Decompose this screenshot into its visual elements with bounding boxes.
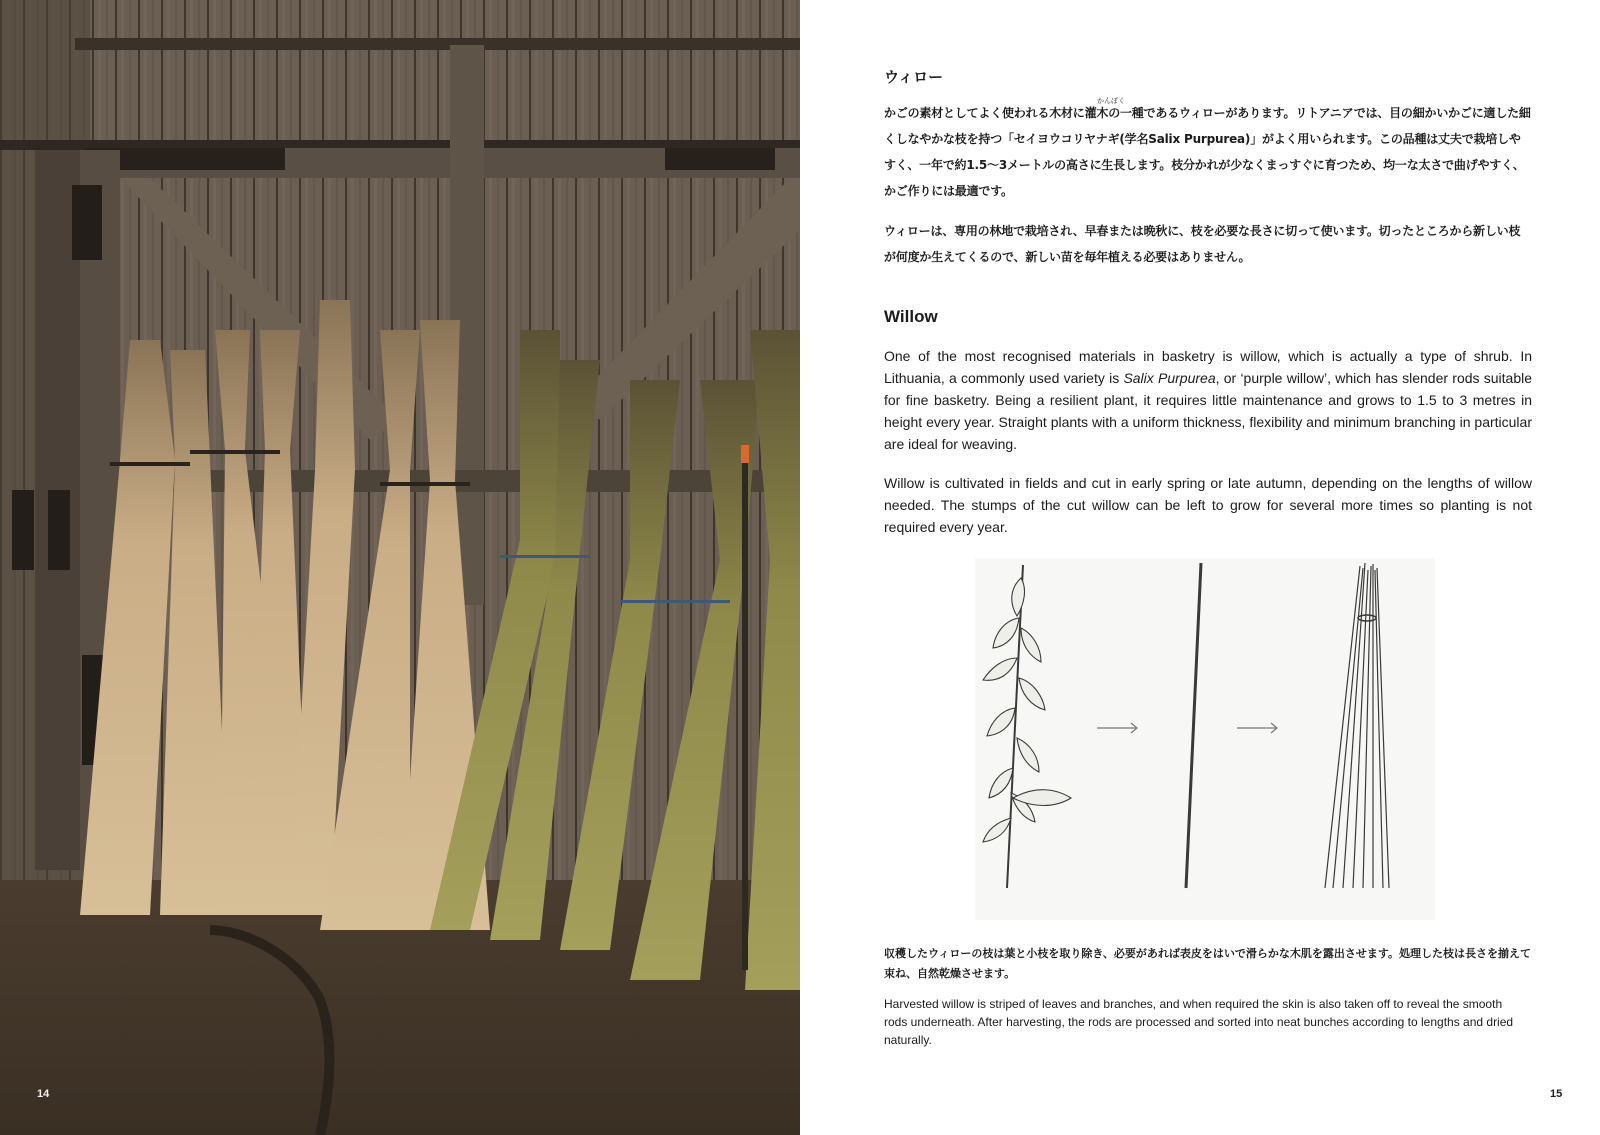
jp-caption: 収穫したウィローの枝は葉と小枝を取り除き、必要があれば表皮をはいで滑らかな木肌を露出させます。処理した枝は長さを揃えて束ね、自然乾燥させます。 <box>884 947 1532 980</box>
ruby-annotation: かんぼく <box>1097 97 1125 105</box>
en-paragraph-1-part-b: , or ‘purple willow’, which has slender rods suitable for fine basketry. Being a resilient plant, it requires little maintenance and grows to 1.5 to 3 metres in height every year. Straight plants with a uniform thickness, flexibility and minimum branching in particular are ideal for weaving. <box>884 370 1533 452</box>
willow-process-illustration <box>975 558 1435 920</box>
en-paragraph-1-italic: Salix Purpurea <box>1123 370 1216 386</box>
en-heading: Willow <box>884 307 938 326</box>
en-paragraph-1-part-a: One of the most recognised materials in basketry is willow, which is actually a type of shrub. In Lithuania, a commonly used variety is <box>884 348 1532 386</box>
jp-paragraph-1: かごの素材としてよく使われる木材に灌木の一種であるウィローがあります。リトアニアでは、目の細かいかごに適した細くしなやかな枝を持つ「セイヨウコリヤナギ(学名Salix Purpurea)」がよく用いられます。この品種は丈夫で栽培しやすく、一年で約1.5〜3メートルの高さに生長します。枝分かれが少なくまっすぐに育つため、均一な太さで曲げやすく、かご作りには最適です。 <box>884 106 1531 198</box>
page-number-left: 14 <box>37 1088 50 1100</box>
jp-heading: ウィロー <box>884 68 944 86</box>
en-caption: Harvested willow is striped of leaves and branches, and when required the skin is also taken off to reveal the smooth rods underneath. After harvesting, the rods are processed and sorted into neat bunches according to lengths and dried naturally. <box>884 997 1514 1047</box>
page-number-right: 15 <box>1550 1088 1563 1100</box>
jp-paragraph-2: ウィローは、専用の林地で栽培され、早春または晩秋に、枝を必要な長さに切って使います。切ったところから新しい枝が何度か生えてくるので、新しい苗を毎年植える必要はありません。 <box>884 224 1521 264</box>
en-paragraph-2: Willow is cultivated in fields and cut in early spring or late autumn, depending on the lengths of willow needed. The stumps of the cut willow can be left to grow for several more times so planting is not required every year. <box>884 475 1532 535</box>
en-paragraph-1 <box>884 345 1532 455</box>
